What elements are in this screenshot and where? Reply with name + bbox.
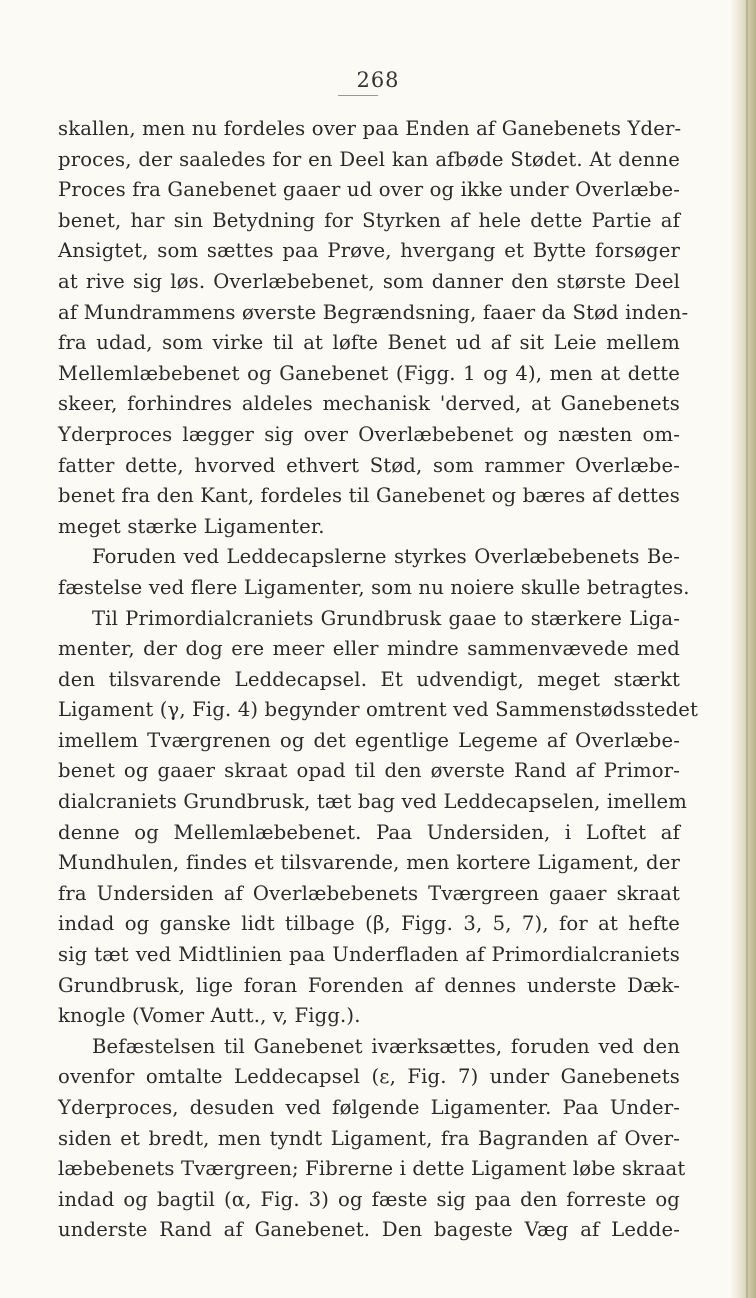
text-line: Ligament (γ, Fig. 4) begynder omtrent ved Sammenstødsstedet <box>58 698 699 722</box>
text-line: denne og Mellemlæbebenet. Paa Undersiden, i Loftet af <box>58 820 680 844</box>
text-line: skeer, forhindres aldeles mechanisk 'derved, at Ganebenets <box>58 392 680 416</box>
text-line-paragraph-start: Befæstelsen til Ganebenet iværksættes, foruden ved den <box>92 1034 680 1058</box>
text-line: Mellemlæbebenet og Ganebenet (Figg. 1 og 4), men at dette <box>58 361 680 385</box>
body-text <box>58 114 699 1246</box>
text-line: benet fra den Kant, fordeles til Ganebenet og bæres af dettes <box>58 484 680 508</box>
text-line: indad og ganske lidt tilbage (β, Figg. 3, 5, 7), for at hefte <box>58 912 680 936</box>
text-line: benet, har sin Betydning for Styrken af hele dette Partie af <box>58 208 680 232</box>
text-line-paragraph-start: Til Primordialcraniets Grundbrusk gaae to stærkere Liga- <box>92 606 680 630</box>
text-line: underste Rand af Ganebenet. Den bageste Væg af Ledde- <box>58 1218 680 1242</box>
text-line: læbebenets Tværgreen; Fibrerne i dette Ligament løbe skraat <box>58 1157 686 1181</box>
text-line: at rive sig løs. Overlæbebenet, som danner den største Deel <box>58 269 680 293</box>
text-line: den tilsvarende Leddecapsel. Et udvendigt, meget stærkt <box>58 667 680 691</box>
text-line: proces, der saaledes for en Deel kan afbøde Stødet. At denne <box>58 147 680 171</box>
text-line: indad og bagtil (α, Fig. 3) og fæste sig paa den forreste og <box>58 1187 680 1211</box>
text-line: af Mundrammens øverste Begrændsning, faaer da Stød inden- <box>58 300 689 324</box>
text-line: siden et bredt, men tyndt Ligament, fra Bagranden af Over- <box>58 1126 680 1150</box>
text-line: Proces fra Ganebenet gaaer ud over og ikke under Overlæbe- <box>58 178 680 202</box>
page-edge-shadow <box>730 0 756 1298</box>
text-line: Yderproces, desuden ved følgende Ligamenter. Paa Under- <box>58 1096 680 1119</box>
page-edge-line <box>746 0 748 1298</box>
text-line-paragraph-start: Foruden ved Leddecapslerne styrkes Overlæbebenets Be- <box>92 545 680 569</box>
page-number-rule <box>338 95 378 96</box>
text-line: fæstelse ved flere Ligamenter, som nu noiere skulle betragtes. <box>58 575 690 599</box>
text-line-paragraph-end: knogle (Vomer Autt., v, Figg.). <box>58 1004 361 1028</box>
text-line: ovenfor omtalte Leddecapsel (ε, Fig. 7) under Ganebenets <box>58 1065 680 1089</box>
text-line-paragraph-end: meget stærke Ligamenter. <box>58 514 325 538</box>
text-line: benet og gaaer skraat opad til den øverste Rand af Primor- <box>58 759 680 783</box>
text-line: Ansigtet, som sættes paa Prøve, hvergang et Bytte forsøger <box>58 239 680 263</box>
text-line: sig tæt ved Midtlinien paa Underfladen af Primordialcraniets <box>58 943 680 967</box>
text-line: menter, der dog ere meer eller mindre sammenvævede med <box>58 637 680 661</box>
text-line: Grundbrusk, lige foran Forenden af dennes underste Dæk- <box>58 973 680 997</box>
text-line: dialcraniets Grundbrusk, tæt bag ved Leddecapselen, imellem <box>58 790 688 814</box>
text-line: fra udad, som virke til at løfte Benet ud af sit Leie mellem <box>58 331 680 355</box>
text-line: imellem Tværgrenen og det egentlige Legeme af Overlæbe- <box>58 728 680 752</box>
page-number: 268 <box>356 68 400 92</box>
text-line: Mundhulen, findes et tilsvarende, men kortere Ligament, der <box>58 851 680 875</box>
text-line: fra Undersiden af Overlæbebenets Tværgreen gaaer skraat <box>58 881 680 905</box>
text-line: skallen, men nu fordeles over paa Enden af Ganebenets Yder- <box>58 117 682 140</box>
text-line: fatter dette, hvorved ethvert Stød, som rammer Overlæbe- <box>58 453 680 477</box>
text-line: Yderproces lægger sig over Overlæbebenet og næsten om- <box>58 422 680 446</box>
